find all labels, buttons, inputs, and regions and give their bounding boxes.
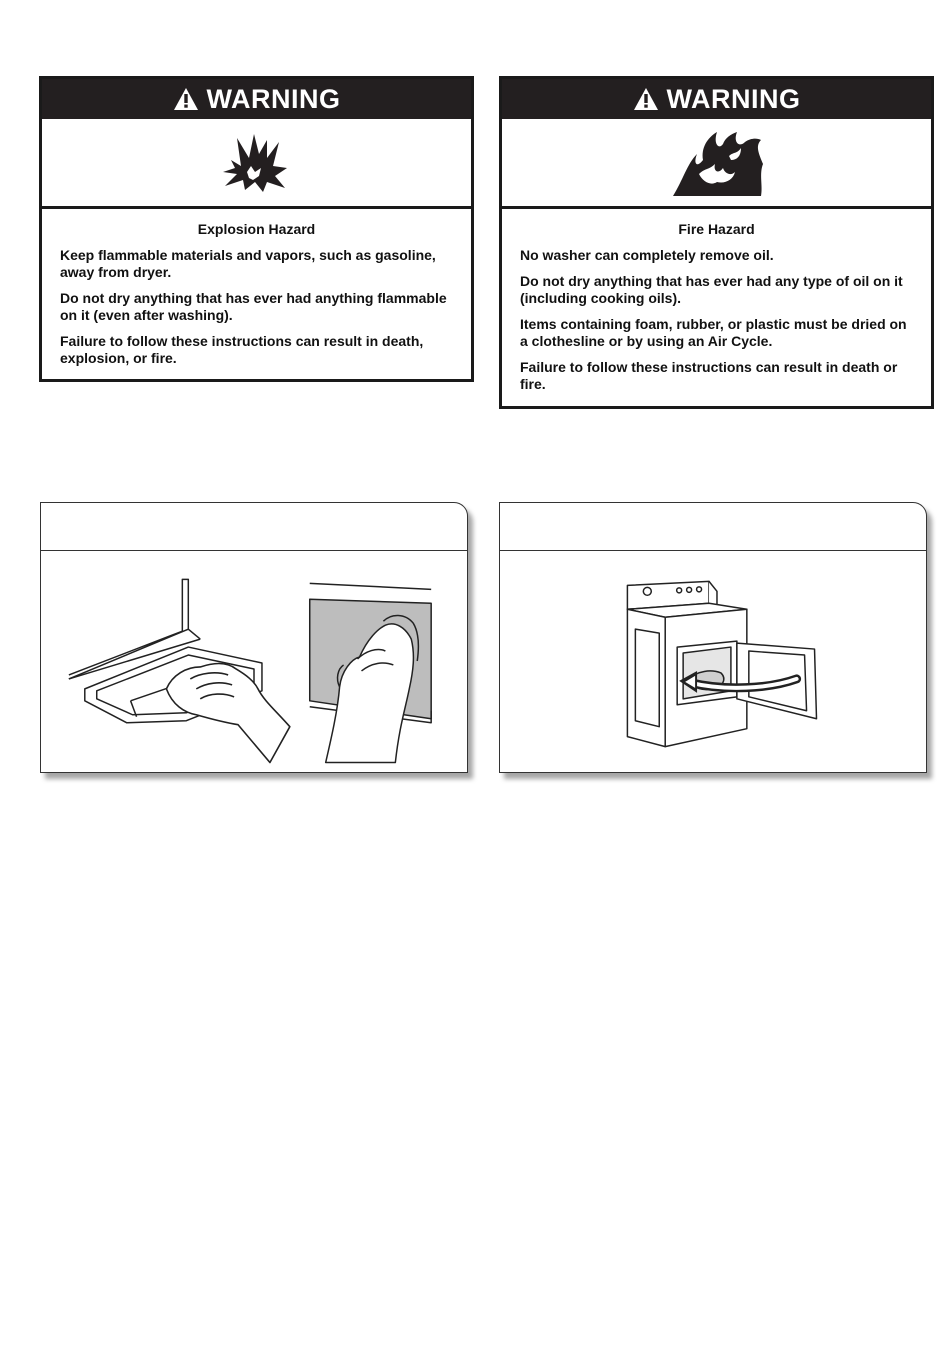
dryer-loading-illustration: [500, 551, 926, 773]
pictogram-area: [502, 119, 931, 209]
warning-header-text: WARNING: [666, 83, 801, 114]
warning-header-text: WARNING: [206, 83, 341, 114]
alert-triangle-icon: [633, 87, 659, 111]
explosion-warning-box: [39, 76, 474, 382]
fire-icon: [669, 128, 765, 198]
lint-screen-cleaning-illustration: [41, 551, 467, 773]
hazard-title: Explosion Hazard: [197, 221, 316, 237]
warning-paragraph-1: No washer can completely remove oil.: [520, 247, 774, 263]
explosion-icon: [221, 132, 293, 194]
pictogram-area: [42, 119, 471, 209]
warning-header: [502, 79, 931, 119]
fire-warning-box: [499, 76, 934, 409]
warning-paragraph-1: Keep flammable materials and vapors, such as gasoline, away from dryer.: [60, 247, 436, 280]
dryer-loading-panel: [499, 502, 927, 773]
panel-header: [500, 503, 926, 551]
warning-paragraph-3: Failure to follow these instructions can result in death, explosion, or fire.: [60, 333, 424, 366]
warning-paragraph-2: Do not dry anything that has ever had anything flammable on it (even after washing).: [60, 290, 447, 323]
alert-triangle-icon: [173, 87, 199, 111]
lint-screen-panel: [40, 502, 468, 773]
panel-header: [41, 503, 467, 551]
warning-paragraph-2: Do not dry anything that has ever had any type of oil on it (including cooking oils).: [520, 273, 903, 306]
warning-paragraph-4: Failure to follow these instructions can result in death or fire.: [520, 359, 898, 392]
warning-paragraph-3: Items containing foam, rubber, or plastic must be dried on a clothesline or by using an Air Cycle.: [520, 316, 907, 349]
warning-header: [42, 79, 471, 119]
hazard-title: Fire Hazard: [678, 221, 755, 237]
